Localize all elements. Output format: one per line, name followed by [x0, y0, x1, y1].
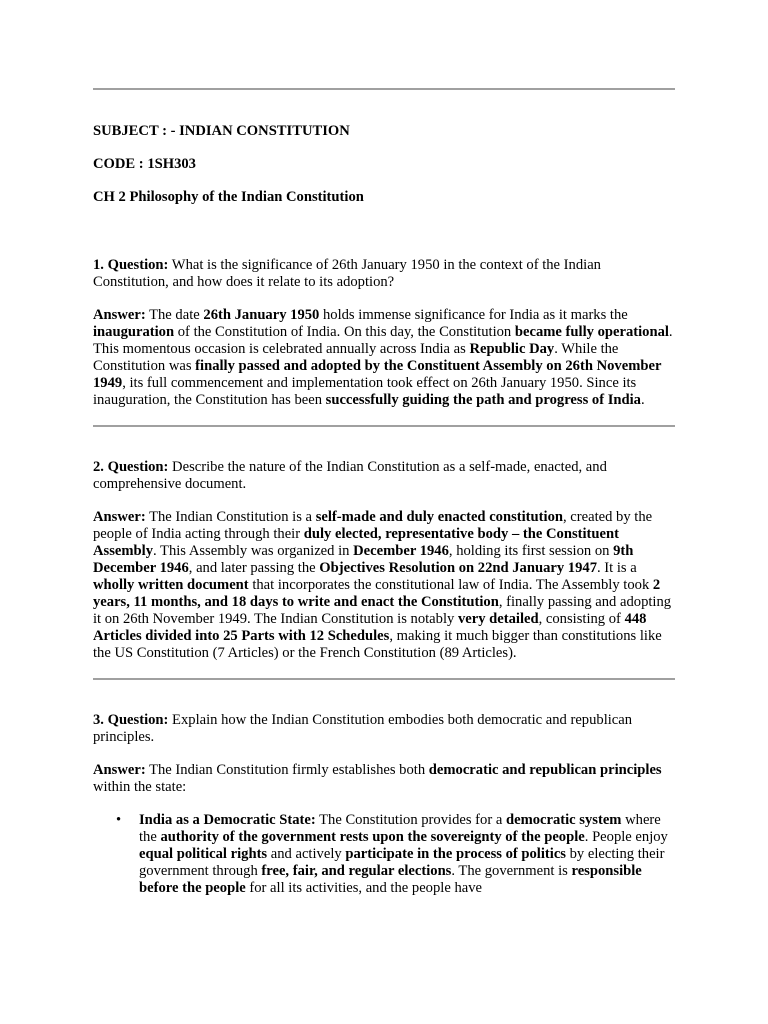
question-2-text: Describe the nature of the Indian Constitution as a self-made, enacted, and comprehensive document.: [93, 459, 607, 492]
emphasis-text: finally passed and adopted by the Constituent Assembly on 26th November 1949: [93, 358, 662, 391]
body-text: of the Constitution of India. On this day, the Constitution: [174, 324, 515, 340]
emphasis-text: 448 Articles divided into 25 Parts with 12 Schedules: [93, 611, 647, 644]
question-1: [93, 257, 675, 291]
body-text: The Indian Constitution firmly establishes both: [145, 762, 429, 778]
body-text: holds immense significance for India as it marks the: [319, 307, 628, 323]
top-divider: [93, 88, 675, 90]
answer-2-label: Answer:: [93, 509, 146, 525]
answer-1-label: Answer:: [93, 307, 146, 323]
answer-2: [93, 509, 675, 662]
bullet-icon: •: [116, 812, 122, 828]
emphasis-text: wholly written document: [93, 577, 249, 593]
body-text: . It is a: [597, 560, 637, 576]
principles-list: [93, 812, 675, 897]
emphasis-text: Republic Day: [469, 341, 555, 357]
question-1-text: What is the significance of 26th January 1950 in the context of the Indian Constitution, and how does it relate to its adoption?: [93, 257, 601, 290]
body-text: . People enjoy: [584, 829, 668, 845]
emphasis-text: became fully operational: [514, 324, 669, 340]
body-text: , created by the people of India acting through their: [93, 509, 653, 542]
question-3: [93, 712, 675, 746]
body-text: , holding its first session on: [448, 543, 614, 559]
body-text: . This Assembly was organized in: [153, 543, 354, 559]
divider-1: [93, 425, 675, 427]
question-1-label: 1. Question:: [93, 257, 169, 273]
emphasis-text: democratic system: [505, 812, 622, 828]
emphasis-text: very detailed: [457, 611, 539, 627]
emphasis-text: equal political rights: [139, 846, 268, 862]
body-text: The Indian Constitution is a: [145, 509, 316, 525]
body-text: . This momentous occasion is celebrated annually across India as: [93, 324, 673, 357]
emphasis-text: authority of the government rests upon the sovereignty of the people: [160, 829, 585, 845]
body-text: . While the Constitution was: [93, 341, 619, 374]
code-line: CODE : 1SH303: [93, 156, 196, 172]
body-text: within the state:: [93, 779, 187, 795]
question-3-text: Explain how the Indian Constitution embodies both democratic and republican principles.: [93, 712, 633, 745]
answer-3: [93, 762, 675, 796]
question-3-label: 3. Question:: [93, 712, 169, 728]
emphasis-text: democratic and republican principles: [428, 762, 662, 778]
emphasis-text: 9th December 1946: [93, 543, 634, 576]
body-text: that incorporates the constitutional law of India. The Assembly took: [248, 577, 653, 593]
divider-2: [93, 678, 675, 680]
body-text: where the: [139, 812, 661, 845]
document-content: [93, 88, 675, 897]
emphasis-text: responsible before the people: [139, 863, 642, 896]
body-text: The Constitution provides for a: [315, 812, 506, 828]
body-text: and actively: [267, 846, 346, 862]
question-2: [93, 459, 675, 493]
body-text: , its full commencement and implementation took effect on 26th January 1950. Since its inauguration, the Constitution has been: [93, 375, 637, 408]
body-text: , and later passing the: [188, 560, 320, 576]
emphasis-text: free, fair, and regular elections: [261, 863, 452, 879]
emphasis-text: 26th January 1950: [203, 307, 320, 323]
emphasis-text: December 1946: [353, 543, 449, 559]
chapter-title: CH 2 Philosophy of the Indian Constitution: [93, 189, 364, 205]
body-text: for all its activities, and the people have: [245, 880, 482, 896]
body-text: , consisting of: [538, 611, 625, 627]
emphasis-text: duly elected, representative body – the Constituent Assembly: [93, 526, 619, 559]
emphasis-text: inauguration: [93, 324, 175, 340]
body-text: , making it much bigger than constitutions like the US Constitution (7 Articles) or the French Constitution (89 Articles).: [93, 628, 662, 661]
emphasis-text: 2 years, 11 months, and 18 days to write and enact the Constitution: [93, 577, 661, 610]
list-item: [116, 812, 675, 897]
answer-3-label: Answer:: [93, 762, 146, 778]
body-text: The date: [145, 307, 204, 323]
emphasis-text: India as a Democratic State:: [139, 812, 316, 828]
subject-line: SUBJECT : - INDIAN CONSTITUTION: [93, 123, 350, 139]
body-text: . The government is: [451, 863, 572, 879]
body-text: .: [640, 392, 645, 408]
body-text: , finally passing and adopting it on 26th November 1949. The Indian Constitution is notably: [93, 594, 672, 627]
emphasis-text: self-made and duly enacted constitution: [315, 509, 563, 525]
answer-1: [93, 307, 675, 409]
question-2-label: 2. Question:: [93, 459, 169, 475]
emphasis-text: Objectives Resolution on 22nd January 1947: [319, 560, 597, 576]
body-text: by electing their government through: [139, 846, 665, 879]
emphasis-text: participate in the process of politics: [345, 846, 566, 862]
emphasis-text: successfully guiding the path and progress of India: [325, 392, 641, 408]
